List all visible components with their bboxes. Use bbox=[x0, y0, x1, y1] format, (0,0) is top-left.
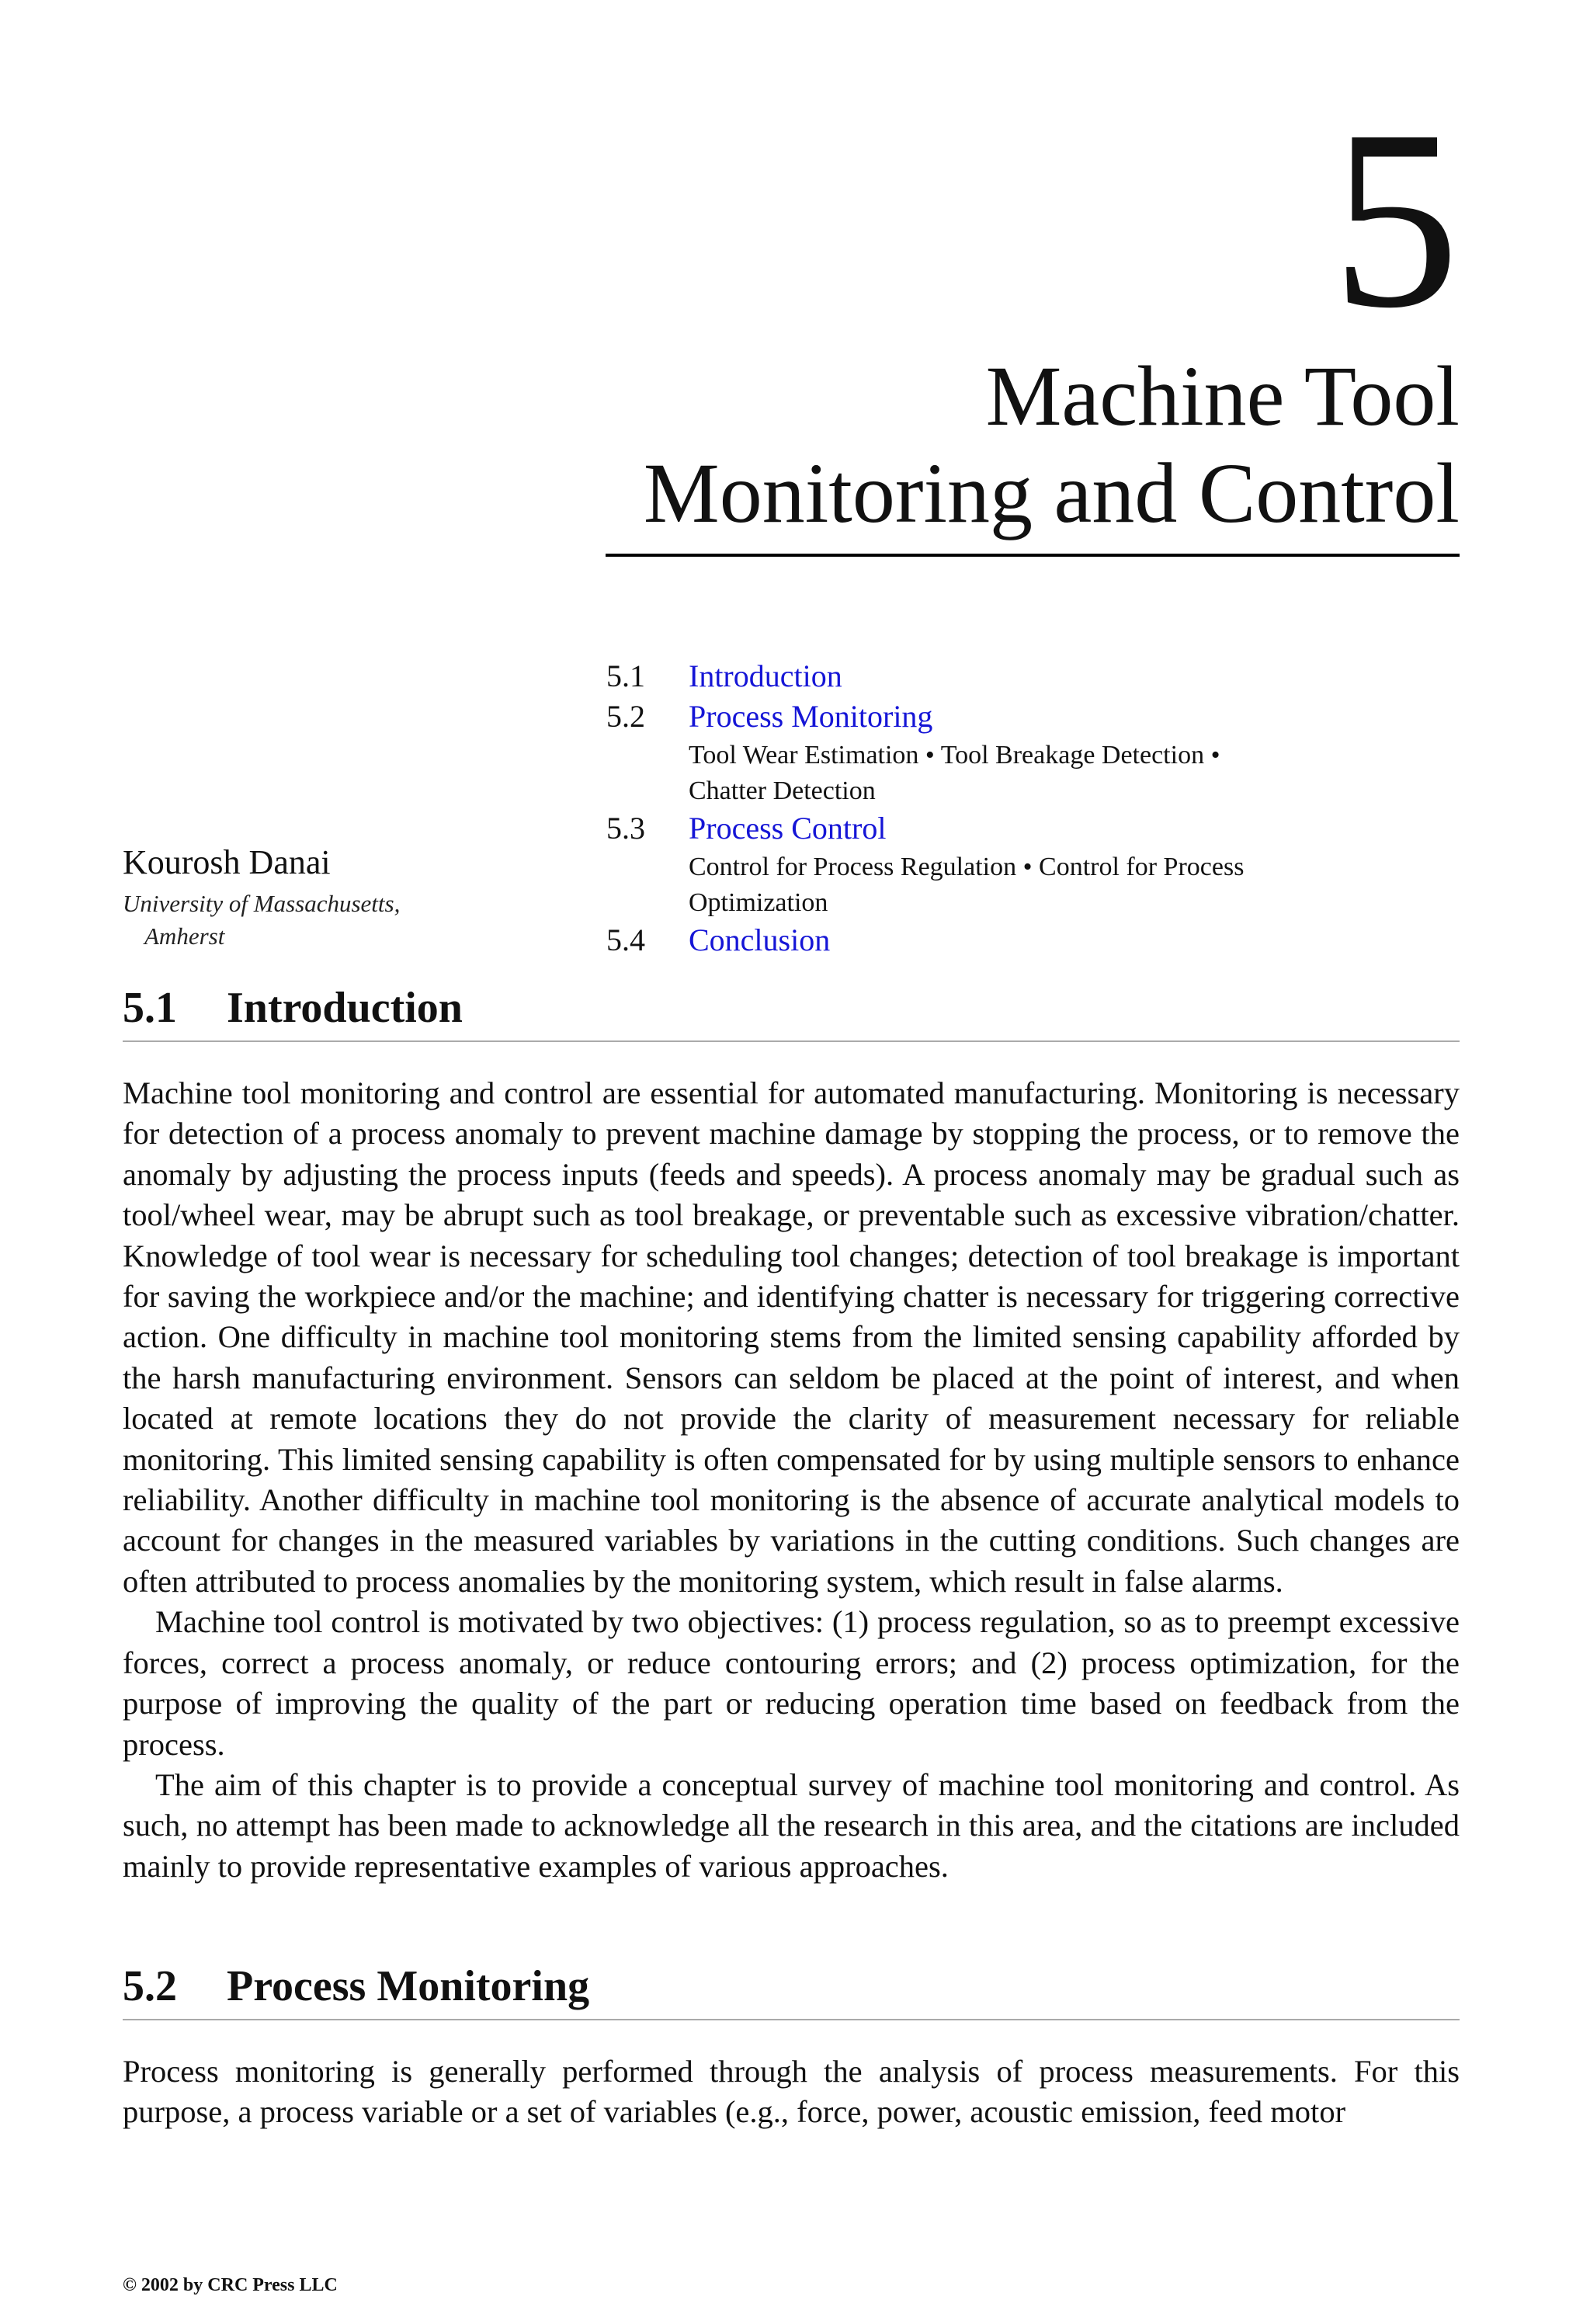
chapter-title-line1: Machine Tool bbox=[985, 349, 1460, 443]
toc-link-process-control[interactable]: Process Control bbox=[689, 811, 887, 846]
title-rule bbox=[606, 554, 1460, 557]
toc-link-introduction[interactable]: Introduction bbox=[689, 658, 842, 693]
author-block bbox=[123, 841, 557, 953]
author-affiliation bbox=[123, 888, 557, 953]
toc-entry-5-2 bbox=[606, 697, 1383, 809]
affiliation-line1: University of Massachusetts, bbox=[123, 890, 401, 917]
paragraph: Machine tool control is motivated by two objectives: (1) process regulation, so as to preempt excessive forces, correct a process anomaly, or reduce contouring errors; and (2) process optimization, for the purpose of improving the quality of the part or reducing operation time based on feedback from the process. bbox=[123, 1604, 1460, 1762]
toc-entry-5-1 bbox=[606, 657, 1383, 697]
toc-link-process-monitoring[interactable]: Process Monitoring bbox=[689, 699, 933, 734]
toc-number: 5.3 bbox=[606, 811, 645, 846]
section-title: Introduction bbox=[227, 984, 463, 1032]
section-heading-introduction bbox=[123, 983, 1460, 1042]
chapter-number: 5 bbox=[1331, 78, 1460, 361]
table-of-contents bbox=[606, 657, 1383, 961]
copyright-footer: © 2002 by CRC Press LLC bbox=[123, 2275, 338, 2295]
toc-entry-5-4 bbox=[606, 921, 1383, 961]
paragraph: The aim of this chapter is to provide a conceptual survey of machine tool monitoring and control. As such, no attempt has been made to acknowledge all the research in this area, and the citations are included mainly to provide representative examples of various approaches. bbox=[123, 1766, 1460, 1884]
paragraph: Process monitoring is generally performed through the analysis of process measurements. For this purpose, a process variable or a set of variables (e.g., force, power, acoustic emission, feed motor bbox=[123, 2054, 1460, 2130]
chapter-title-line2: Monitoring and Control bbox=[643, 446, 1460, 540]
toc-number: 5.4 bbox=[606, 922, 645, 957]
toc-number: 5.1 bbox=[606, 658, 645, 693]
introduction-body bbox=[123, 1073, 1460, 1887]
section-number: 5.1 bbox=[123, 984, 177, 1032]
section-number: 5.2 bbox=[123, 1962, 177, 2010]
toc-number: 5.2 bbox=[606, 699, 645, 734]
process-monitoring-body bbox=[123, 2051, 1460, 2133]
affiliation-line2: Amherst bbox=[144, 922, 225, 950]
author-name: Kourosh Danai bbox=[123, 843, 331, 881]
paragraph: Machine tool monitoring and control are essential for automated manufacturing. Monitoring is necessary for detection of a process anomaly to prevent machine damage by stopping the process, or to remove the anomaly by adjusting the process inputs (feeds and speeds). A process anomaly may be gradual such as tool/wheel wear, may be abrupt such as tool breakage, or preventable such as excessive vibration/chatter. Knowledge of tool wear is necessary for scheduling tool changes; detection of tool breakage is important for saving the workpiece and/or the machine; and identifying chatter is necessary for triggering corrective action. One difficulty in machine tool monitoring stems from the limited sensing capability afforded by the harsh manufacturing environment. Sensors can seldom be placed at the point of interest, and when located at remote locations they do not provide the clarity of measurement necessary for reliable monitoring. This limited sensing capability is often compensated for by using multiple sensors to enhance reliability. Another difficulty in machine tool monitoring is the absence of accurate analytical models to account for changes in the measured variables by variations in the cutting conditions. Such changes are often attributed to process anomalies by the monitoring system, which result in false alarms. bbox=[123, 1075, 1460, 1599]
section-heading-process-monitoring bbox=[123, 1961, 1460, 2020]
toc-subentry: Optimization bbox=[689, 888, 828, 917]
chapter-title bbox=[528, 348, 1460, 542]
toc-entry-5-3 bbox=[606, 809, 1383, 921]
section-title: Process Monitoring bbox=[227, 1962, 590, 2010]
toc-subentry: Chatter Detection bbox=[689, 776, 876, 805]
toc-link-conclusion[interactable]: Conclusion bbox=[689, 922, 831, 957]
toc-subentry: Control for Process Regulation • Control for Process bbox=[689, 853, 1245, 881]
toc-subentry: Tool Wear Estimation • Tool Breakage Detection • bbox=[689, 741, 1220, 769]
